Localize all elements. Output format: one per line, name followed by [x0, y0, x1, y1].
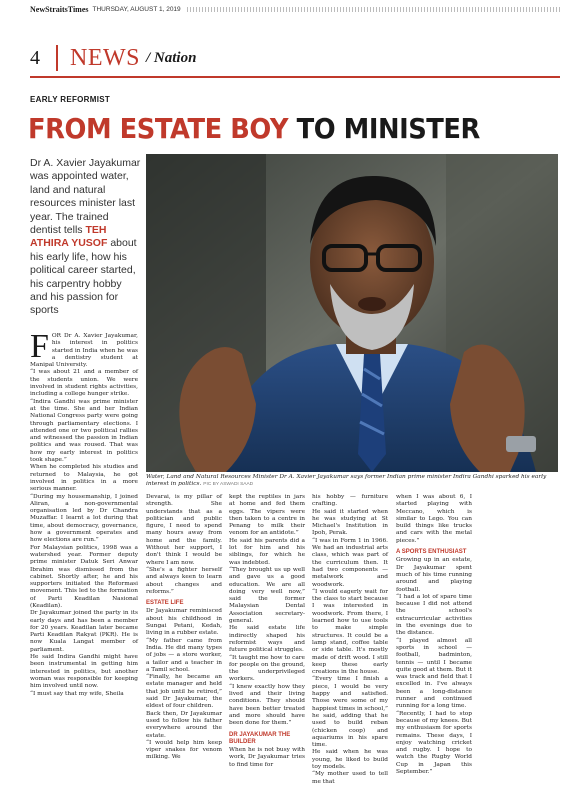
paragraph: “Indira Gandhi was prime minister at the time. She and her Indian National Congress party were going through parliamentary elections. I attended one or two political rallies and witnessed the passion in Indian politics and was roused. That was how my early interest in politics took shape.” — [30, 398, 138, 464]
dropcap: F — [30, 328, 49, 365]
paragraph: “Finally, he became an estate manager and held that job until he retired,” said Dr Jayakumar, the eldest of four children. — [146, 674, 222, 710]
paragraph: “I played almost all sports in school — football, badminton, tennis — until I became quite good at them. But it was track and field that I excelled in. I've always been a long-distance runner and continued running for a long time. — [396, 637, 472, 710]
kicker: EARLY REFORMIST — [30, 95, 111, 104]
caption-text: Water, Land and Natural Resources Minister Dr A. Xavier Jayakumar says former Indian prime minister Indira Gandhi sparked his early interest in politics. — [146, 474, 547, 488]
paragraph: OR Dr A. Xavier Jayakumar, his interest in politics started in India when he was a dentistry student at Manipal University. — [30, 333, 138, 369]
author-name: TEH ATHIRA YUSOF — [30, 224, 108, 250]
paragraph: He said it started when he was studying at St Michael's Institution in Ipoh, Perak. — [312, 508, 388, 537]
standfirst — [30, 157, 142, 318]
section-header — [30, 44, 560, 72]
paragraph: For Malaysian politics, 1998 was a watershed year. Former deputy prime minister Datuk Seri Anwar Ibrahim was dismissed from the cabinet. Shortly after, he and his supporters initiated the Reformasi movement. This led to the formation of Parti Keadilan Nasional (Keadilan). — [30, 544, 138, 609]
paragraph: “Recently, I had to stop because of my knees. But my enthusiasm for sports remains. These days, I enjoy watching cricket and rugby. I hope to watch the Rugby World Cup in Japan this September.” — [396, 710, 472, 775]
paragraph: “My mother used to tell me that — [312, 771, 388, 785]
masthead — [30, 3, 560, 15]
paragraph: “I was about 21 and a member of the students union. We were involved in student rights activities, including a college hunger strike. — [30, 369, 138, 398]
paragraph: his hobby — furniture crafting. — [312, 494, 388, 508]
paragraph: Dr Jayakumar joined the party in its early days and has been a member for 20 years. Keadilan later became Parti Keadilan Rakyat (PKR). He is now Kuala Langat member of parliament. — [30, 610, 138, 653]
paragraph: kept the reptiles in jars at home and fed them eggs. The vipers were then taken to a centre in Penang to milk their venom for an antidote.” — [229, 494, 305, 537]
paragraph: “I knew exactly how they lived and their living conditions. They should have been better treated and more should have been done for them.” — [229, 683, 305, 727]
paragraph: He said his parents did a lot for him and his siblings, for which he was indebted. — [229, 537, 305, 566]
subhead-estate-life: ESTATE LIFE — [146, 600, 184, 607]
newspaper-name: NewStraitsTimes — [30, 4, 89, 14]
article-column-2 — [146, 494, 222, 762]
headline-part-black: TO MINISTER — [288, 112, 480, 145]
photo-caption — [146, 474, 558, 489]
paragraph: He said estate life indirectly shaped his reformist ways and future political struggles. — [229, 625, 305, 654]
paragraph: When he completed his studies and returned to Malaysia, he got involved in politics in a more serious manner. — [30, 464, 138, 493]
standfirst-text: Dr A. Xavier Jayakumar was appointed water, land and natural resources minister last year. The trained dentist tells — [30, 157, 141, 237]
masthead-rule — [187, 7, 560, 12]
paragraph: “Every time I finish a piece, I would be very happy and satisfied. Those were some of my happiest times in school,” he said, adding that he used to build reban (chicken coop) and aquariums in his spare time. — [312, 676, 388, 749]
paragraph: when I was about 6, I started playing with Meccano, which is similar to Lego. You can build things like trucks and cars with the metal pieces.” — [396, 494, 472, 544]
paragraph: “They brought us up well and gave us a good education. We are all doing very well now,” said the former Malaysian Dental Association secretary-general. — [229, 566, 305, 625]
paragraph: When he is not busy with work, Dr Jayakumar tries to find time for — [229, 747, 305, 768]
headline-part-red: FROM ESTATE BOY — [28, 112, 289, 145]
paragraph: “She's a fighter herself and always keen to learn about changes and reforms.” — [146, 566, 222, 595]
photo-credit: PIC BY ASWADI SAAD — [203, 482, 254, 488]
article-column-5 — [396, 494, 472, 776]
article-column-3 — [229, 494, 305, 769]
paragraph: Back then, Dr Jayakumar used to follow his father everywhere around the estate. — [146, 710, 222, 739]
issue-date: THURSDAY, AUGUST 1, 2019 — [92, 5, 181, 13]
paragraph: “I would eagerly wait for the class to start because I was interested in woodwork. From there, I learned how to use tools to make simple structures. It could be a lamp stand, coffee table or side table. It's mostly made of drift wood. I still keep these early creations in the house. — [312, 588, 388, 676]
article-column-1 — [30, 328, 138, 698]
paragraph: “I must say that my wife, Sheila — [30, 690, 124, 697]
paragraph: Devarai, is my pillar of strength. She understands that as a politician and public figure, I need to spend many hours away from home and the family. Without her support, I don't think I would be where I am now. — [146, 494, 222, 566]
standfirst-tail: about his early life, how his political career started, his carpentry hobby and his passion for sports — [30, 237, 137, 317]
paragraph: “My father came from India. He did many types of jobs — a store worker, a tailor and a teacher in a Tamil school. — [146, 637, 222, 673]
paragraph: “During my housemanship, I joined Aliran, a non-governmental organisation led by Dr Chandra Muzaffar. I learnt a lot during that time, about democracy, governance, how a government operates and how elections are run.” — [30, 493, 138, 544]
section-rule — [30, 76, 560, 78]
headline — [28, 112, 480, 145]
article-photo — [146, 154, 558, 472]
paragraph: “I would help him keep viper snakes for venom milking. We — [146, 739, 222, 761]
paragraph: “I had a lot of spare time because I did not attend the school's extracurricular activities in the evenings due to the distance. — [396, 593, 472, 637]
section-name: NEWS — [70, 44, 140, 71]
portrait-illustration — [146, 154, 558, 472]
paragraph: “I was in Form 1 in 1966. We had an industrial arts class, which was part of the curriculum then. It had two components — metalwork and woodwork. — [312, 537, 388, 588]
section-subname: / Nation — [146, 49, 197, 66]
paragraph: Dr Jayakumar reminisced about his childhood in Sungai Petani, Kedah, living in a rubber estate. — [146, 608, 222, 637]
dropcap-paragraph — [30, 328, 138, 369]
subhead-builder: DR JAYAKUMAR THE BUILDER — [229, 731, 291, 745]
subhead-sports: A SPORTS ENTHUSIAST — [396, 549, 467, 556]
section-divider — [56, 45, 58, 71]
paragraph: Growing up in an estate, Dr Jayakumar spent much of his time running around and playing football. — [396, 557, 472, 593]
paragraph: “It taught me how to care for people on the ground, the underprivileged workers. — [229, 654, 305, 683]
article-column-4 — [312, 494, 388, 786]
paragraph: He said when he was young, he liked to build toy models. — [312, 749, 388, 770]
page-number: 4 — [30, 46, 40, 69]
paragraph: He said Indira Gandhi might have been instrumental in getting him interested in politics, but another woman was responsible for keeping him involved until now. — [30, 654, 138, 690]
